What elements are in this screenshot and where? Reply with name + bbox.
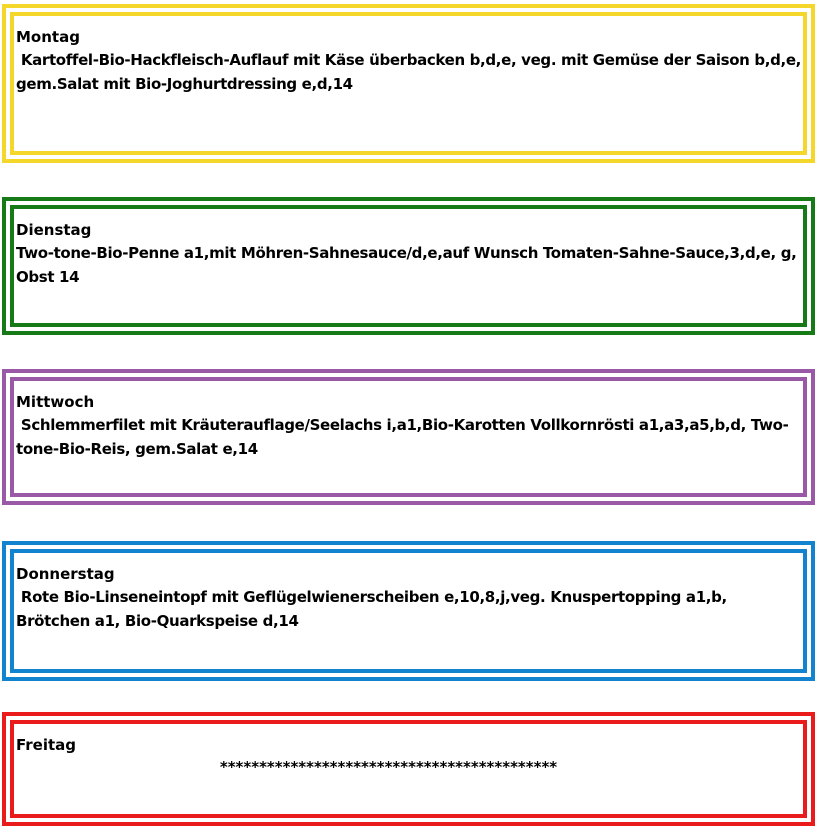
day-box-dienstag bbox=[2, 197, 815, 335]
day-name: Montag bbox=[16, 28, 80, 46]
day-box-inner bbox=[10, 720, 807, 818]
day-menu-placeholder: ******************************************* bbox=[219, 758, 558, 776]
day-name: Dienstag bbox=[16, 221, 92, 239]
day-box-montag bbox=[2, 4, 815, 163]
day-menu-text: Rote Bio-Linseneintopf mit Geflügelwienerscheiben e,10,8,j,veg. Knuspertopping a1,b, Brötchen a1, Bio-Quarkspeise d,14 bbox=[16, 588, 732, 630]
day-box-inner bbox=[10, 12, 807, 155]
day-box-inner bbox=[10, 205, 807, 327]
day-box-freitag bbox=[2, 712, 815, 826]
day-box-inner bbox=[10, 549, 807, 673]
day-box-donnerstag bbox=[2, 541, 815, 681]
day-box-mittwoch bbox=[2, 369, 815, 505]
day-menu-text: Two-tone-Bio-Penne a1,mit Möhren-Sahnesauce/d,e,auf Wunsch Tomaten-Sahne-Sauce,3,d,e, g, Obst 14 bbox=[16, 244, 802, 286]
day-menu-text: Schlemmerfilet mit Kräuterauflage/Seelachs i,a1,Bio-Karotten Vollkornrösti a1,a3,a5,b,d, Two-tone-Bio-Reis, gem.Salat e,14 bbox=[16, 416, 789, 458]
day-box-inner bbox=[10, 377, 807, 497]
day-name: Freitag bbox=[16, 736, 77, 754]
day-name: Donnerstag bbox=[16, 565, 115, 583]
day-name: Mittwoch bbox=[16, 393, 95, 411]
day-menu-text: Kartoffel-Bio-Hackfleisch-Auflauf mit Käse überbacken b,d,e, veg. mit Gemüse der Saison b,d,e, gem.Salat mit Bio-Joghurtdressing e,d,14 bbox=[16, 51, 806, 93]
